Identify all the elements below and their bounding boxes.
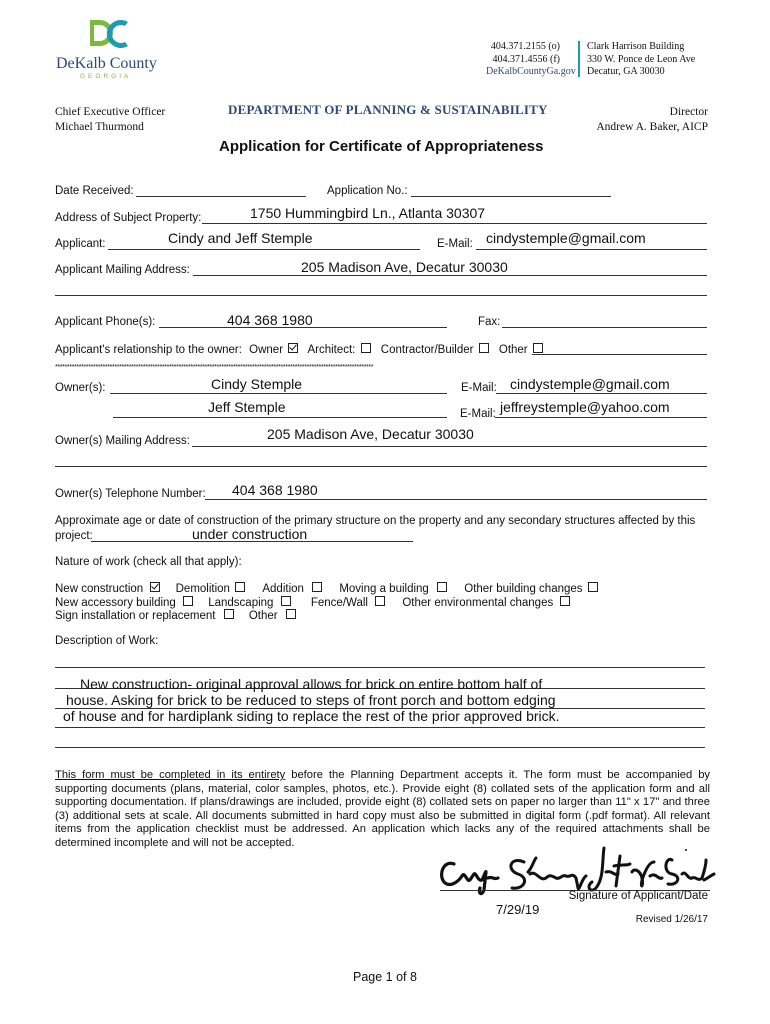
header-divider: [578, 41, 580, 77]
addition-label: Addition: [262, 583, 304, 595]
phone-fax: 404.371.4556 (f): [492, 53, 560, 65]
phone-value: 404 368 1980: [227, 312, 313, 328]
owner-mailing-value: 205 Madison Ave, Decatur 30030: [267, 426, 474, 442]
work-row-1: [55, 582, 600, 595]
relationship-label: Applicant's relationship to the owner:: [55, 344, 242, 356]
owner1-value: Cindy Stemple: [211, 376, 303, 392]
address-value: 1750 Hummingbird Ln., Atlanta 30307: [250, 205, 486, 221]
demolition-label: Demolition: [175, 583, 230, 595]
notice-paragraph: [55, 769, 710, 851]
address-line: Clark Harrison Building: [587, 41, 685, 52]
owner-mailing-label: Owner(s) Mailing Address:: [55, 435, 190, 447]
signature-date: 7/29/19: [496, 902, 540, 917]
nature-label: Nature of work (check all that apply):: [55, 556, 242, 568]
application-no-label: Application No.:: [327, 185, 408, 197]
project-value: under construction: [192, 526, 308, 542]
rel-contractor-checkbox[interactable]: [479, 343, 489, 353]
project-label: project:: [55, 530, 93, 542]
moving-label: Moving a building: [339, 583, 429, 595]
fax-label: Fax:: [478, 316, 501, 328]
description-line[interactable]: [55, 747, 705, 748]
work-row-3: [55, 609, 298, 622]
owner2-value: Jeff Stemple: [208, 399, 286, 415]
owner1-email-field[interactable]: [496, 393, 707, 394]
mailing-value: 205 Madison Ave, Decatur 30030: [301, 259, 508, 275]
ceo-title: Chief Executive Officer: [55, 106, 166, 118]
other-work-label: Other: [248, 610, 278, 622]
address-line: 330 W. Ponce de Leon Ave: [587, 53, 696, 65]
owners-label: Owner(s):: [55, 382, 106, 394]
fax-field[interactable]: [502, 327, 707, 328]
applicant-email-field[interactable]: [476, 249, 707, 250]
address-field[interactable]: [202, 223, 707, 224]
logo-sub: GEORGIA: [80, 73, 132, 80]
demolition-checkbox[interactable]: [235, 582, 245, 592]
addition-checkbox[interactable]: [312, 582, 322, 592]
page-number: Page 1 of 8: [353, 970, 417, 984]
other-building-checkbox[interactable]: [588, 582, 598, 592]
rel-owner-checkbox[interactable]: [288, 343, 298, 353]
phone-office: 404.371.2155 (o): [490, 41, 560, 52]
form-title: Application for Certificate of Appropriateness: [219, 138, 544, 155]
applicant-field[interactable]: [108, 249, 420, 250]
mailing-label: Applicant Mailing Address:: [55, 264, 190, 276]
other-building-label: Other building changes: [464, 583, 583, 595]
description-line[interactable]: [55, 727, 705, 728]
mailing-field-line2[interactable]: [55, 295, 707, 296]
description-text-2: house. Asking for brick to be reduced to steps of front porch and bottom edging: [66, 692, 556, 708]
logo-name: DeKalb County: [56, 55, 157, 72]
rel-architect-checkbox[interactable]: [361, 343, 371, 353]
rel-other-field[interactable]: [532, 354, 707, 355]
notice-text: before the Planning Department accepts it. The form must be accompanied by supporting documents (plans, material, color samples, photos, etc.). Provide eight (8) collated sets of the application form and all supporting documentation. If plans/drawings are included, provide eight (8) collated sets on paper no larger than 11" x 17" and three (3) additional sets at scale. All documents submitted in hard copy must also be submitted in digital form (.pdf format). All relevant items from the application checklist must be addressed. An application which lacks any of the required attachments shall be determined incomplete and will not be accepted.: [55, 769, 711, 849]
description-line[interactable]: [55, 667, 705, 668]
fence-label: Fence/Wall: [310, 597, 368, 609]
date-received-field[interactable]: [136, 196, 306, 197]
owner-phone-value: 404 368 1980: [232, 482, 318, 498]
signature-label: Signature of Applicant/Date: [568, 890, 708, 902]
rel-owner-label: Owner: [249, 344, 284, 356]
owner1-email-value: cindystemple@gmail.com: [510, 376, 670, 392]
application-no-field[interactable]: [411, 196, 611, 197]
rel-architect-label: Architect:: [307, 344, 356, 356]
contact-block: [486, 41, 576, 79]
owner1-email-label: E-Mail:: [461, 382, 497, 394]
sign-label: Sign installation or replacement: [55, 610, 216, 622]
rel-other-checkbox[interactable]: [533, 343, 543, 353]
new-construction-checkbox[interactable]: [150, 582, 160, 592]
description-label: Description of Work:: [55, 635, 159, 647]
other-work-checkbox[interactable]: [286, 609, 296, 619]
address-block: [587, 41, 695, 79]
owner1-field[interactable]: [110, 393, 447, 394]
owner-phone-label: Owner(s) Telephone Number:: [55, 488, 206, 500]
moving-checkbox[interactable]: [437, 582, 447, 592]
new-accessory-label: New accessory building: [55, 597, 176, 609]
separator-stars: **************************************************************************************************************************************: [55, 364, 374, 371]
sign-checkbox[interactable]: [224, 609, 234, 619]
date-received-label: Date Received:: [55, 185, 134, 197]
landscaping-checkbox[interactable]: [281, 596, 291, 606]
landscaping-label: Landscaping: [208, 597, 274, 609]
description-text-1: New construction- original approval allows for brick on entire bottom half of: [80, 676, 543, 692]
applicant-email-value: cindystemple@gmail.com: [486, 230, 646, 246]
address-label: Address of Subject Property:: [55, 212, 202, 224]
dc-logo-icon: [88, 18, 130, 52]
new-construction-label: New construction: [55, 583, 144, 595]
owner-phone-field[interactable]: [205, 499, 707, 500]
description-text-3: of house and for hardiplank siding to replace the rest of the prior approved brick.: [63, 708, 560, 724]
work-row-2: [55, 596, 572, 609]
fence-checkbox[interactable]: [375, 596, 385, 606]
owner-mailing-field[interactable]: [192, 446, 707, 447]
ceo-name: Michael Thurmond: [55, 121, 144, 133]
owner2-field[interactable]: [113, 417, 447, 418]
email-label: E-Mail:: [437, 238, 473, 250]
owner2-email-value: jeffreystemple@yahoo.com: [500, 399, 670, 415]
new-accessory-checkbox[interactable]: [183, 596, 193, 606]
rel-other-label: Other: [498, 344, 528, 356]
applicant-value: Cindy and Jeff Stemple: [168, 230, 313, 246]
mailing-field[interactable]: [193, 275, 707, 276]
rel-contractor-label: Contractor/Builder: [380, 344, 474, 356]
owner-mailing-field-line2[interactable]: [55, 466, 707, 467]
relationship-row: [55, 343, 545, 356]
director-name: Andrew A. Baker, AICP: [596, 121, 708, 133]
director-title: Director: [669, 106, 708, 118]
age-text: Approximate age or date of construction of the primary structure on the property and any secondary structures affected by this: [55, 515, 696, 527]
owner2-email-field[interactable]: [495, 417, 707, 418]
department-name: DEPARTMENT OF PLANNING & SUSTAINABILITY: [228, 102, 548, 117]
website-link[interactable]: DeKalbCountyGa.gov: [486, 66, 576, 77]
notice-underlined: This form must be completed in its entirety: [55, 769, 286, 781]
other-env-label: Other environmental changes: [402, 597, 554, 609]
other-env-checkbox[interactable]: [560, 596, 570, 606]
revised-date: Revised 1/26/17: [635, 914, 708, 925]
phone-label: Applicant Phone(s):: [55, 316, 156, 328]
applicant-label: Applicant:: [55, 238, 106, 250]
address-line: Decatur, GA 30030: [587, 66, 665, 77]
owner2-email-label: E-Mail:: [460, 408, 496, 420]
